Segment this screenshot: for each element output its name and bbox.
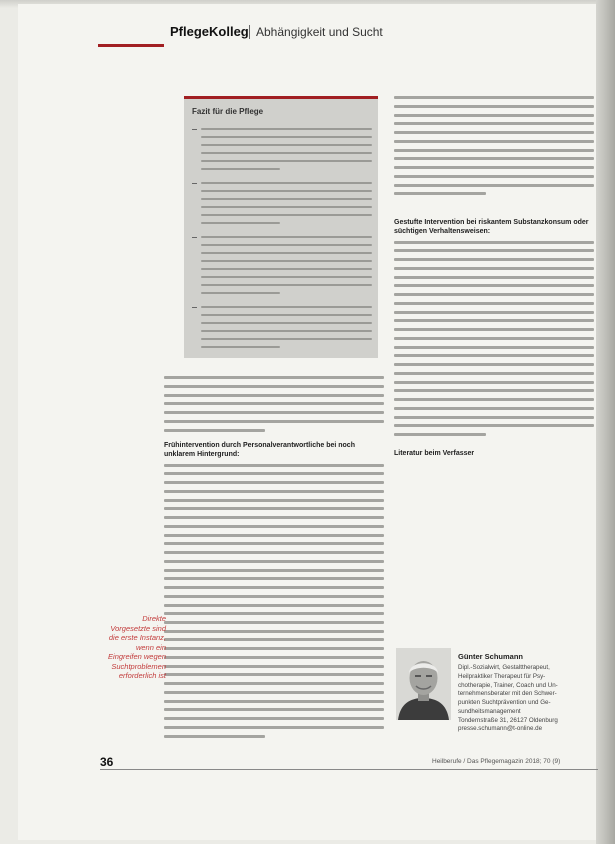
scan-edge-right xyxy=(596,0,615,844)
margin-quote-line: Vorgesetzte sind xyxy=(110,623,166,633)
author-bio-line: ternehmensberater mit den Schwer- xyxy=(458,690,557,698)
author-email: presse.schumann@t-online.de xyxy=(458,725,543,733)
journal-citation: Heilberufe / Das Pflegemagazin 2018; 70 (9) xyxy=(432,758,561,765)
right-column-intervention xyxy=(394,219,594,442)
magazine-page xyxy=(18,4,596,840)
author-name: Günter Schumann xyxy=(458,652,524,661)
fazit-title: Fazit für die Pflege xyxy=(192,107,264,116)
author-bio-line: Heilpraktiker Therapeut für Psy- xyxy=(458,672,546,680)
author-bio xyxy=(458,664,592,734)
author-bio-line: Dipl.-Sozialwirt, Gestalttherapeut, xyxy=(458,664,550,671)
header-accent-bar xyxy=(98,44,164,47)
intervention-lead: Gestufte Intervention bei riskantem Substanzkonsum oder süchtigen Verhaltensweisen: xyxy=(394,219,589,235)
author-address: Tondernstraße 31, 26127 Oldenburg xyxy=(458,716,558,724)
page-number: 36 xyxy=(100,755,114,769)
margin-quote-line: Suchtproblemen xyxy=(111,661,166,671)
right-column-paragraph xyxy=(394,96,594,201)
margin-quote-line: wenn ein xyxy=(135,642,166,652)
mid-column-paragraph xyxy=(164,376,384,437)
author-bio-line: sundheitsmanagement xyxy=(458,707,521,715)
mid-column-paragraph xyxy=(164,612,384,743)
header-separator xyxy=(249,25,250,39)
author-bio-line: punkten Suchtprävention und Ge- xyxy=(458,699,551,706)
header-topic: Abhängigkeit und Sucht xyxy=(256,25,383,39)
fazit-box xyxy=(184,96,378,358)
margin-quote-line: die erste Instanz, xyxy=(108,633,166,642)
margin-quote-line: Eingreifen wegen xyxy=(108,652,166,661)
margin-quote-line: erforderlich ist xyxy=(118,671,166,680)
author-photo xyxy=(396,648,451,720)
header-brand: PflegeKolleg xyxy=(170,24,249,39)
margin-quote-line: Direkte xyxy=(142,614,166,623)
literature-note: Literatur beim Verfasser xyxy=(394,450,475,457)
author-bio-line: chotherapie, Trainer, Coach und Un- xyxy=(458,681,558,689)
early-intervention-lead: Frühintervention durch Personalverantwortliche bei noch unklarem Hintergrund: xyxy=(164,442,355,458)
footer-rule xyxy=(100,769,598,770)
margin-quote xyxy=(106,614,166,681)
mid-column-early-intervention xyxy=(164,442,384,612)
